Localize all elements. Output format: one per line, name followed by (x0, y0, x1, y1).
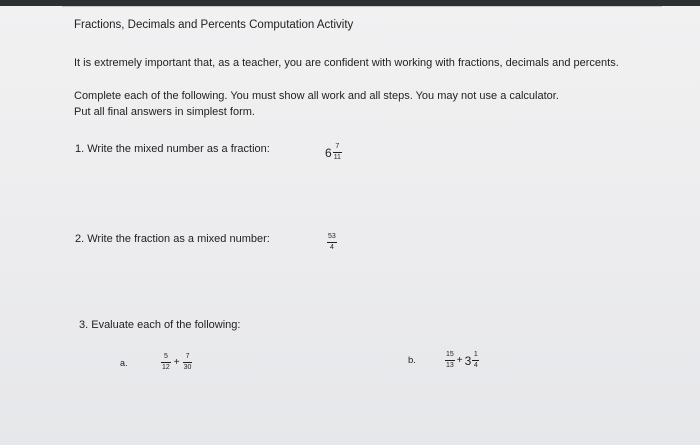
question-2-prompt: 2. Write the fraction as a mixed number: (75, 233, 270, 245)
numerator: 15 (446, 351, 454, 358)
mixed-whole: 6 (325, 145, 332, 160)
plus-operator: + (456, 355, 463, 366)
part-b-label: b. (408, 355, 416, 366)
part-b-expression (445, 351, 479, 370)
denominator: 4 (473, 362, 478, 369)
numerator: 53 (328, 233, 336, 240)
page-top-rule (62, 6, 662, 7)
page-title: Fractions, Decimals and Percents Computation Activity (74, 19, 354, 31)
numerator: 5 (163, 353, 168, 360)
instructions-line-1: Complete each of the following. You must show all work and all steps. You may not use a calculator. (74, 90, 559, 102)
question-2-fraction (327, 233, 337, 252)
plus-operator: + (173, 357, 180, 368)
fraction (445, 351, 455, 370)
fraction-bar (327, 242, 337, 243)
fraction (183, 353, 193, 372)
denominator: 30 (183, 364, 192, 371)
numerator: 7 (335, 143, 340, 150)
question-3-prompt: 3. Evaluate each of the following: (79, 319, 241, 331)
fraction-bar (161, 362, 171, 363)
fraction-bar (333, 152, 342, 153)
fraction (472, 351, 479, 370)
numerator: 1 (473, 351, 478, 358)
fraction-bar (183, 362, 193, 363)
numerator: 7 (185, 353, 190, 360)
part-a-expression (160, 353, 193, 372)
fraction (161, 353, 171, 372)
denominator: 4 (329, 244, 334, 251)
fraction (327, 233, 337, 252)
fraction (333, 143, 342, 162)
question-1-mixed-number (325, 143, 342, 162)
question-1-prompt: 1. Write the mixed number as a fraction: (75, 143, 270, 155)
denominator: 12 (162, 364, 170, 371)
fraction-bar (445, 360, 455, 361)
denominator: 13 (446, 362, 454, 369)
fraction-bar (472, 360, 479, 361)
instructions-line-2: Put all final answers in simplest form. (74, 106, 255, 118)
denominator: 11 (333, 154, 341, 161)
intro-text: It is extremely important that, as a teacher, you are confident with working with fractions, decimals and percents. (74, 57, 619, 69)
worksheet-page (0, 6, 700, 445)
part-a-label: a. (120, 358, 128, 368)
mixed-whole: 3 (464, 353, 472, 368)
